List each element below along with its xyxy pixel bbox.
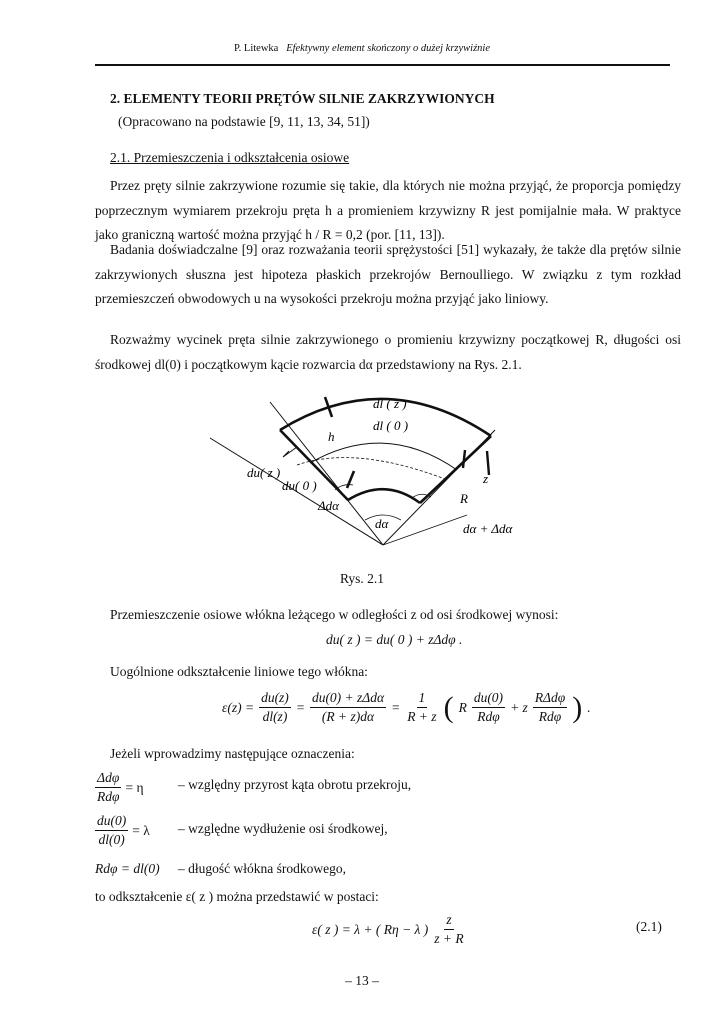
definition-eta	[95, 770, 144, 805]
eps-f5-den: Rdφ	[538, 709, 562, 724]
eq21-frac	[432, 912, 465, 947]
label-dalpha-plus: dα + Δdα	[463, 521, 513, 536]
eq21-num: z	[444, 912, 453, 930]
definition-lambda	[95, 813, 150, 848]
label-z: z	[483, 471, 489, 486]
header-rule	[95, 64, 670, 66]
def2-text: – względne wydłużenie osi środkowej,	[178, 821, 388, 836]
eps-f2-num: du(0) + zΔdα	[310, 690, 386, 708]
def2-rhs: = λ	[132, 822, 150, 838]
label-dlz: dl ( z )	[373, 396, 407, 411]
label-R: R	[460, 491, 468, 506]
eps-lhs: ε(z) =	[222, 699, 255, 715]
def1-den: Rdφ	[97, 789, 120, 804]
paragraph-2: Badania doświadczalne [9] oraz rozważania teorii sprężystości [51] wykazały, że także dla prętów silnie zakrzywionych słuszna jest hipoteza płaskich przekrojów Bernoulliego. W związku z tym rozkład przemieszczeń obwodowych u na wysokości przekroju można przyjąć jako liniowy.	[95, 242, 681, 306]
eps-f1-den: dl(z)	[262, 709, 288, 724]
label-du0: du( 0 )	[282, 478, 317, 493]
displaced-line-right	[383, 515, 467, 545]
inner-arc	[348, 489, 420, 503]
def3-lhs: Rdφ = dl(0)	[95, 861, 160, 876]
paragraph-1: Przez pręty silnie zakrzywione rozumie się takie, dla których nie można przyjąć, że proporcja pomiędzy poprzecznym wymiarem przekroju pręta h a promieniem krzywizny R jest pomijalnie mała. W praktyce jako graniczną wartość można przyjąć h / R = 0,2 (por. [11, 13]).	[95, 178, 681, 242]
label-dalpha: dα	[375, 516, 389, 531]
def1-num: Δdφ	[95, 770, 121, 788]
equation-number: (2.1)	[636, 919, 662, 934]
page-number: – 13 –	[345, 973, 379, 988]
paragraph-4: Przemieszczenie osiowe włókna leżącego w odległości z od osi środkowej wynosi:	[110, 607, 559, 622]
paragraph-7: to odkształcenie ε( z ) można przedstawić w postaci:	[95, 889, 379, 904]
eq21-den: z + R	[434, 931, 464, 946]
eps-frac-1	[259, 690, 291, 725]
def1-text: – względny przyrost kąta obrotu przekroju,	[178, 777, 412, 792]
eps-f4-den: Rdφ	[477, 709, 500, 724]
equation-2-1	[312, 912, 466, 947]
label-dl0: dl ( 0 )	[373, 418, 409, 433]
def2-den: dl(0)	[98, 832, 125, 847]
equation-epsilon: ε(z) = $\frac{du(z)}{dl(z)}$ = $\frac{\text{du(0) + zΔdα}}{(R + z)d\alpha}$ = $\frac{1}{R + z}$ ( R $\frac{du(0)}{\text{Rdφ}}$ + z $\frac{\text{RΔdφ}}{\text{Rdφ}}$ ) .	[222, 690, 591, 724]
eps-frac-5	[533, 690, 567, 725]
eps-f5-num: RΔdφ	[533, 690, 567, 708]
figure-2-1	[205, 385, 545, 555]
eps-frac-4	[472, 690, 505, 725]
eq21-lhs: ε( z ) = λ + ( Rη − λ )	[312, 921, 429, 937]
section-title: 2. ELEMENTY TEORII PRĘTÓW SILNIE ZAKRZYWIONYCH	[110, 91, 495, 106]
eps-f2-den: (R + z)dα	[321, 709, 375, 724]
tick-bottom	[347, 471, 354, 488]
def1-frac	[95, 770, 121, 805]
eps-f1-num: du(z)	[259, 690, 291, 708]
label-ddalpha: Δdα	[318, 498, 339, 513]
eps-f4-num: du(0)	[472, 690, 505, 708]
eps-f3-den: R + z	[407, 709, 437, 724]
def1-rhs: = η	[125, 779, 144, 795]
subsection-title: 2.1. Przemieszczenia i odkształcenia osiowe	[110, 150, 350, 165]
equation-du: du( z ) = du( 0 ) + zΔdφ .	[326, 632, 463, 647]
section-subtitle: (Opracowano na podstawie [9, 11, 13, 34, 51])	[118, 114, 370, 129]
eps-f3-num: 1	[417, 690, 428, 708]
header-author: P. Litewka	[233, 43, 279, 54]
figure-caption: Rys. 2.1	[339, 571, 385, 586]
def2-frac	[95, 813, 128, 848]
running-header	[0, 43, 724, 54]
header-title: Efektywny element skończony o dużej krzywiźnie	[286, 43, 490, 54]
dashed-arc	[297, 458, 445, 479]
def3-text: – długość włókna środkowego,	[178, 861, 346, 876]
du-arrow	[283, 447, 297, 457]
label-duz: du( z )	[247, 465, 281, 480]
eps-frac-3	[405, 690, 438, 725]
paragraph-3: Rozważmy wycinek pręta silnie zakrzywionego o promieniu krzywizny początkowej R, długości osi środkowej dl(0) i początkowym kącie rozwarcia dα przedstawiony na Rys. 2.1.	[95, 332, 681, 372]
radial-line-left	[270, 402, 383, 545]
paragraph-6: Jeżeli wprowadzimy następujące oznaczenia:	[110, 746, 355, 761]
eps-paren-R: R	[458, 699, 467, 715]
def2-num: du(0)	[95, 813, 128, 831]
eps-frac-2	[310, 690, 386, 725]
tick-right-1	[463, 450, 465, 468]
middle-arc	[310, 443, 457, 470]
label-h: h	[328, 429, 335, 444]
paragraph-5: Uogólnione odkształcenie liniowe tego włókna:	[110, 664, 368, 679]
